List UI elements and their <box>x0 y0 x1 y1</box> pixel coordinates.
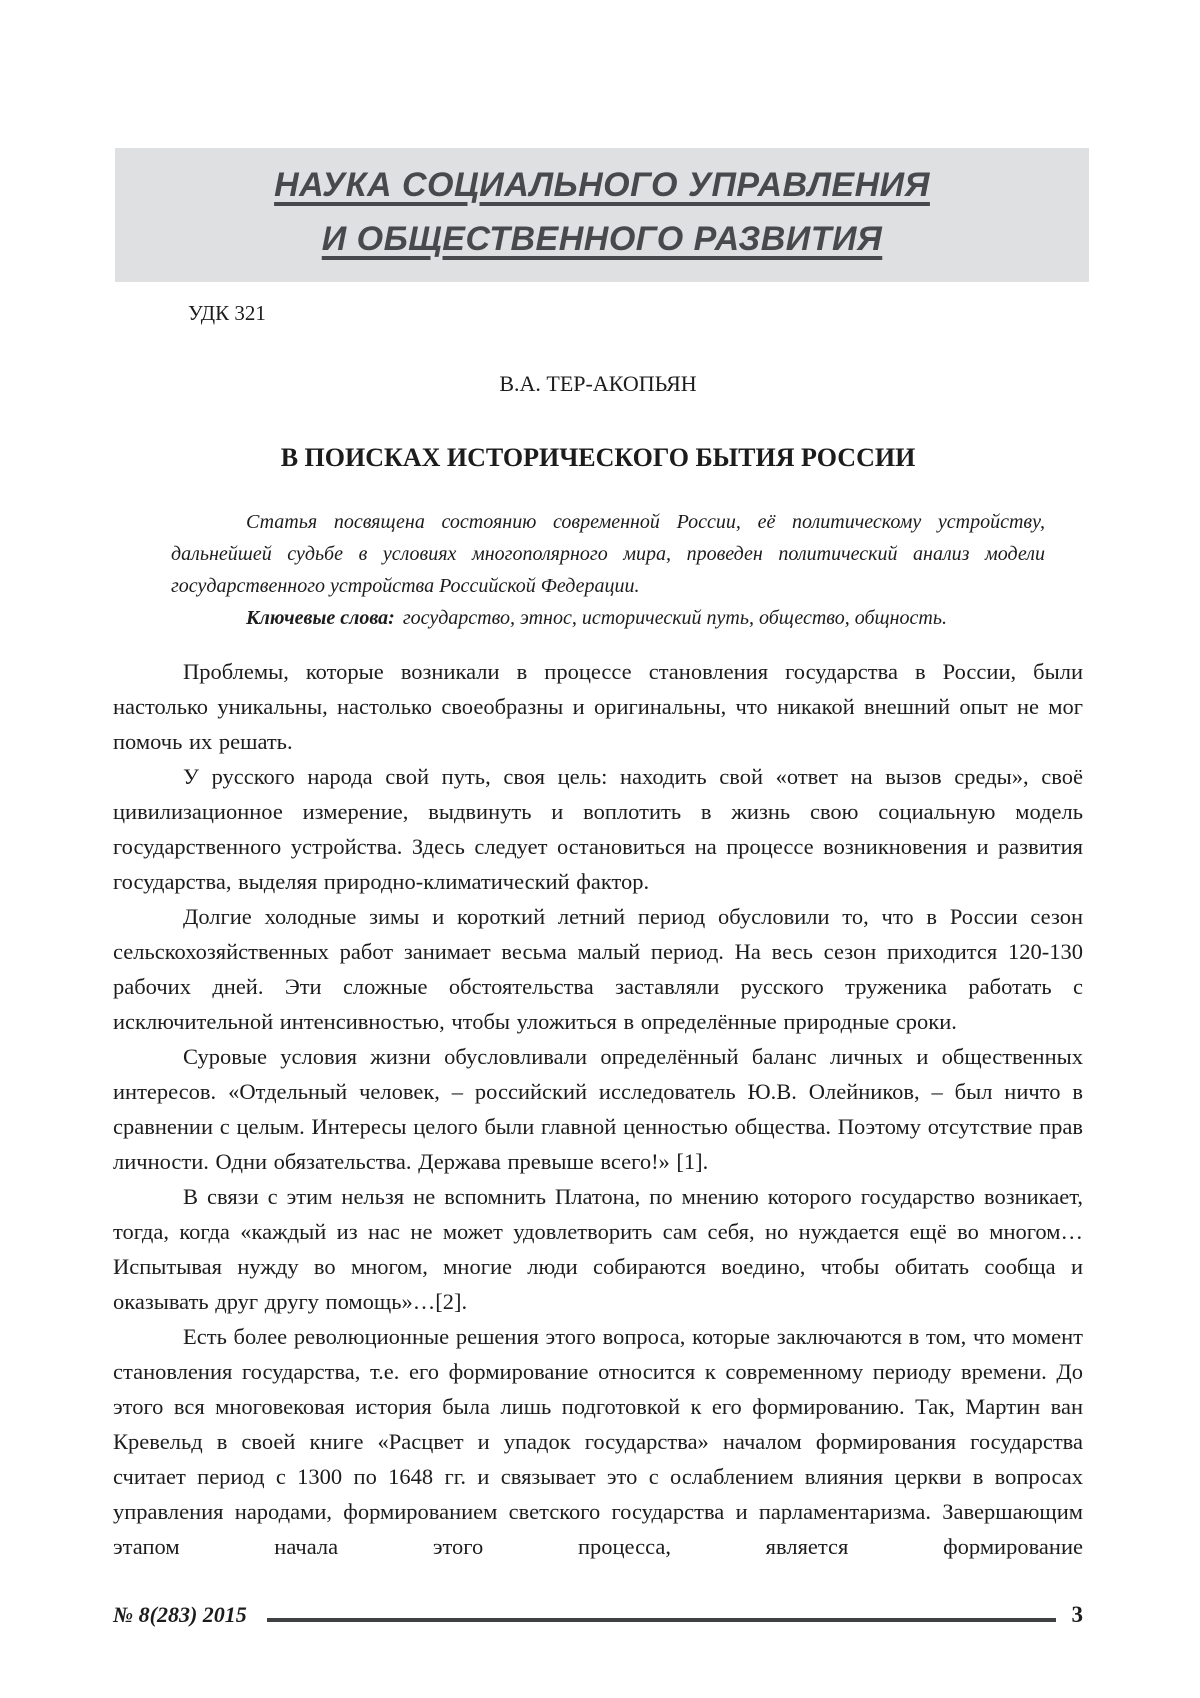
page-footer <box>113 1602 1083 1628</box>
footer-divider <box>267 1618 1056 1622</box>
body-paragraph-4: Суровые условия жизни обусловливали определённый баланс личных и общественных интересов. «Отдельный человек, – российский исследователь Ю.В. Олейников, – был ничто в сравнении с целым. Интересы целого были главной ценностью общества. Поэтому отсутствие прав личности. Одни обязательства. Держава превыше всего!» [1]. <box>113 1044 1083 1174</box>
article-content <box>113 262 1083 1564</box>
article-body <box>113 654 1083 1564</box>
article-title: В ПОИСКАХ ИСТОРИЧЕСКОГО БЫТИЯ РОССИИ <box>280 443 916 472</box>
section-banner-line2: И ОБЩЕСТВЕННОГО РАЗВИТИЯ <box>321 220 883 258</box>
body-paragraph-1: Проблемы, которые возникали в процессе становления государства в России, были настолько уникальны, настолько своеобразны и оригинальны, что никакой внешний опыт не мог помочь их решать. <box>113 659 1083 754</box>
issue-number: № 8(283) 2015 <box>113 1602 247 1627</box>
body-paragraph-6: Есть более революционные решения этого вопроса, которые заключаются в том, что момент становления государства, т.е. его формирование относится к современному периоду времени. До этого вся многовековая история была лишь подготовкой к его формированию. Так, Мартин ван Кревельд в своей книге «Расцвет и упадок государства» началом формирования государства считает период с 1300 по 1648 гг. и связывает это с ослаблением влияния церкви в вопросах управления народами, формированием светского государства и парламентаризма. Завершающим этапом начала этого процесса, является формирование <box>113 1324 1083 1559</box>
abstract-block <box>171 506 1045 634</box>
keywords-line <box>171 602 1045 634</box>
section-banner-line1: НАУКА СОЦИАЛЬНОГО УПРАВЛЕНИЯ <box>274 166 930 204</box>
udc-code: УДК 321 <box>188 301 266 325</box>
abstract-text: Статья посвящена состоянию современной России, её политическому устройству, дальнейшей судьбе в условиях многополярного мира, проведен политический анализ модели государственного устройства Российской Федерации. <box>171 511 1045 597</box>
body-paragraph-3: Долгие холодные зимы и короткий летний период обусловили то, что в России сезон сельскохозяйственных работ занимает весьма малый период. На весь сезон приходится 120-130 рабочих дней. Эти сложные обстоятельства заставляли русского труженика работать с исключительной интенсивностью, чтобы уложиться в определённые природные сроки. <box>113 904 1083 1034</box>
author-name: В.А. ТЕР-АКОПЬЯН <box>499 371 697 396</box>
body-paragraph-2: У русского народа свой путь, своя цель: находить свой «ответ на вызов среды», своё цивилизационное измерение, выдвинуть и воплотить в жизнь свою социальную модель государственного устройства. Здесь следует остановиться на процессе возникновения и развития государства, выделяя природно-климатический фактор. <box>113 764 1083 894</box>
keywords-text: государство, этнос, исторический путь, общество, общность. <box>402 607 947 629</box>
keywords-label: Ключевые слова: <box>246 607 395 629</box>
body-paragraph-5: В связи с этим нельзя не вспомнить Платона, по мнению которого государство возникает, тогда, когда «каждый из нас не может удовлетворить сам себя, но нуждается ещё во многом… Испытывая нужду во многом, многие люди собираются воедино, чтобы обитать сообща и оказывать друг другу помощь»…[2]. <box>113 1184 1083 1314</box>
page-number: 3 <box>1071 1602 1083 1627</box>
